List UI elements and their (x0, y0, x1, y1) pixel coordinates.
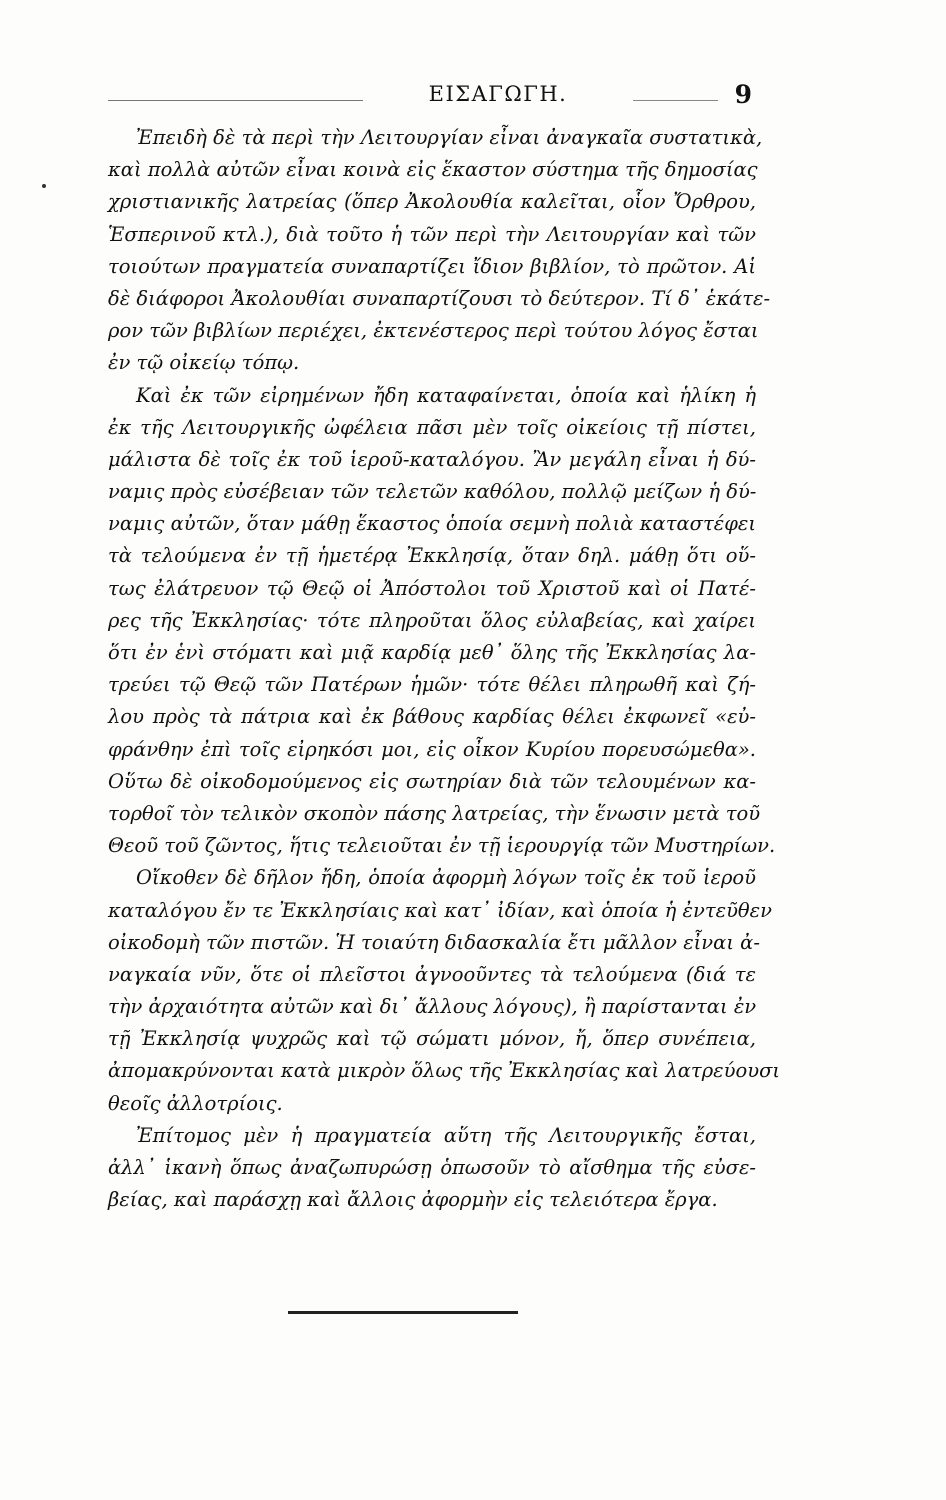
text-line: τὰ τελούμενα ἐν τῇ ἡμετέρᾳ Ἐκκλησίᾳ, ὅταν δηλ. μάθῃ ὅτι οὕ- (108, 544, 756, 568)
text-line: Ἐπειδὴ δὲ τὰ περὶ τὴν Λειτουργίαν εἶναι ἀναγκαῖα συστατικὰ, (136, 126, 763, 149)
text-line: καταλόγου ἔν τε Ἐκκλησίαις καὶ κατ᾽ ἰδίαν, καὶ ὁποία ἡ ἐντεῦθεν (108, 898, 772, 922)
text-line: τρεύει τῷ Θεῷ τῶν Πατέρων ἡμῶν· τότε θέλει πληρωθῆ καὶ ζή- (108, 673, 756, 697)
text-line: τως ἐλάτρευον τῷ Θεῷ οἱ Ἀπόστολοι τοῦ Χριστοῦ καὶ οἱ Πατέ- (108, 576, 756, 600)
text-line: Ἑσπερινοῦ κτλ.), διὰ τοῦτο ἡ τῶν περὶ τὴν Λειτουργίαν καὶ τῶν (108, 222, 756, 246)
page-number: 9 (729, 80, 752, 109)
text-line: λου πρὸς τὰ πάτρια καὶ ἐκ βάθους καρδίας θέλει ἐκφωνεῖ «εὐ- (108, 705, 756, 729)
text-line: Ἐπίτομος μὲν ἡ πραγματεία αὕτη τῆς Λειτουργικῆς ἔσται, (136, 1123, 756, 1147)
text-line: Θεοῦ τοῦ ζῶντος, ἥτις τελειοῦται ἐν τῇ ἱερουργίᾳ τῶν Μυστηρίων. (108, 834, 776, 858)
text-line: χριστιανικῆς λατρείας (ὅπερ Ἀκολουθία καλεῖται, οἷον Ὄρθρου, (108, 190, 756, 214)
text-line: βείας, καὶ παράσχῃ καὶ ἄλλοις ἀφορμὴν εἰς τελειότερα ἔργα. (108, 1188, 718, 1212)
text-line: ναγκαία νῦν, ὅτε οἱ πλεῖστοι ἀγνοοῦντες τὰ τελούμενα (διά τε (108, 962, 756, 986)
text-line: ρες τῆς Ἐκκλησίας· τότε πληροῦται ὅλος εὐλαβείας, καὶ χαίρει (108, 608, 756, 632)
text-line: Καὶ ἐκ τῶν εἰρημένων ἤδη καταφαίνεται, ὁποία καὶ ἡλίκη ἡ (136, 383, 756, 407)
text-line: ρον τῶν βιβλίων περιέχει, ἐκτενέστερος περὶ τούτου λόγος ἔσται (108, 319, 759, 343)
text-line: ναμις αὐτῶν, ὅταν μάθῃ ἕκαστος ὁποία σεμνὴ πολιὰ καταστέφει (108, 512, 756, 536)
text-line: οἰκοδομὴ τῶν πιστῶν. Ἡ τοιαύτη διδασκαλία ἔτι μᾶλλον εἶναι ἀ- (108, 930, 760, 954)
text-line: ναμις πρὸς εὐσέβειαν τῶν τελετῶν καθόλου, πολλῷ μείζων ἡ δύ- (108, 480, 757, 504)
page-header (108, 80, 756, 110)
body-text (108, 122, 781, 1216)
text-line: ἀπομακρύνονται κατὰ μικρὸν ὅλως τῆς Ἐκκλησίας καὶ λατρεύουσι (108, 1059, 781, 1083)
closing-rule (288, 1311, 518, 1314)
text-line: τοιούτων πραγματεία συναπαρτίζει ἴδιον βιβλίον, τὸ πρῶτον. Αἱ (108, 254, 756, 278)
text-line: ἐν τῷ οἰκείῳ τόπῳ. (108, 351, 300, 375)
margin-mark (42, 184, 46, 188)
text-line: καὶ πολλὰ αὐτῶν εἶναι κοινὰ εἰς ἕκαστον σύστημα τῆς δημοσίας (108, 158, 758, 182)
text-line: τὴν ἀρχαιότητα αὐτῶν καὶ δι᾽ ἄλλους λόγους), ἢ παρίστανται ἐν (108, 995, 757, 1019)
text-line: θεοῖς ἀλλοτρίοις. (108, 1091, 283, 1115)
text-line: ἐκ τῆς Λειτουργικῆς ὠφέλεια πᾶσι μὲν τοῖς οἰκείοις τῇ πίστει, (108, 415, 756, 439)
text-line: φράνθην ἐπὶ τοῖς εἰρηκόσι μοι, εἰς οἶκον Κυρίου πορευσώμεθα». (108, 737, 756, 761)
text-line: τῇ Ἐκκλησίᾳ ψυχρῶς καὶ τῷ σώματι μόνον, ἤ, ὅπερ συνέπεια, (108, 1027, 756, 1051)
text-line: ἀλλ᾽ ἱκανὴ ὅπως ἀναζωπυρώσῃ ὁπωσοῦν τὸ αἴσθημα τῆς εὐσε- (108, 1156, 756, 1179)
text-line: Οἴκοθεν δὲ δῆλον ἤδη, ὁποία ἀφορμὴ λόγων τοῖς ἐκ τοῦ ἱεροῦ (136, 866, 756, 890)
header-rule-left (108, 100, 363, 101)
text-line: ὅτι ἐν ἑνὶ στόματι καὶ μιᾷ καρδίᾳ μεθ᾽ ὅλης τῆς Ἐκκλησίας λα- (108, 641, 756, 664)
text-line: μάλιστα δὲ τοῖς ἐκ τοῦ ἱεροῦ-καταλόγου. Ἂν μεγάλη εἶναι ἡ δύ- (108, 447, 756, 471)
text-line: τορθοῖ τὸν τελικὸν σκοπὸν πάσης λατρείας, τὴν ἕνωσιν μετὰ τοῦ (108, 801, 761, 825)
text-line: Οὕτω δὲ οἰκοδομούμενος εἰς σωτηρίαν διὰ τῶν τελουμένων κα- (108, 769, 756, 793)
text-line: δὲ διάφοροι Ἀκολουθίαι συναπαρτίζουσι τὸ δεύτερον. Τί δ᾽ ἑκάτε- (108, 286, 771, 310)
running-head: ΕΙΣΑΓΩΓΗ. (363, 82, 633, 106)
